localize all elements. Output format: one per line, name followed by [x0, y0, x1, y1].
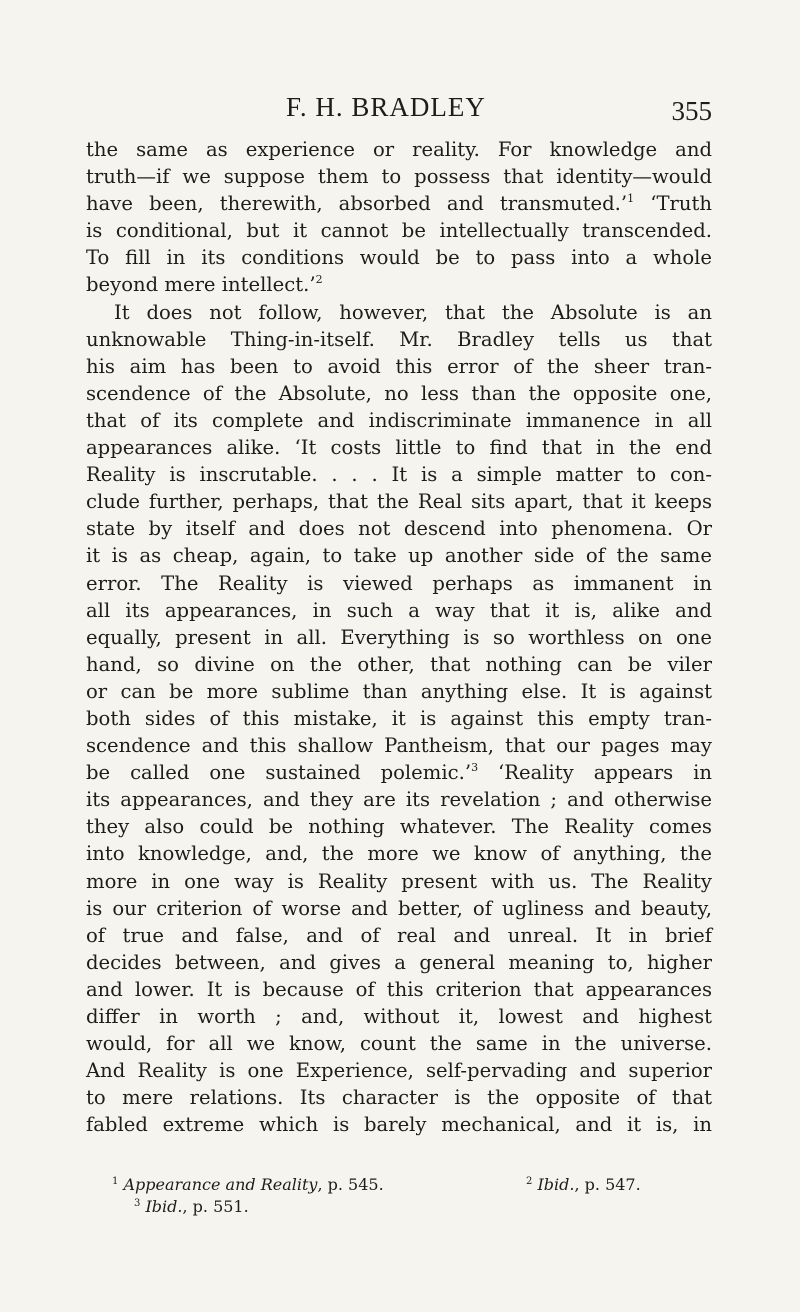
- text-line: they also could be nothing whatever. The Reality comes: [86, 815, 712, 839]
- text-line: more in one way is Reality present with us. The Reality: [86, 869, 712, 893]
- text-line: into knowledge, and, the more we know of anything, the: [86, 842, 712, 866]
- running-head: F. H. BRADLEY: [286, 92, 486, 122]
- text-line: his aim has been to avoid this error of the sheer tran-: [86, 354, 712, 378]
- text-line: differ in worth ; and, without it, lowest and highest: [86, 1005, 712, 1028]
- text-line: appearances alike. ‘It costs little to find that in the end: [86, 436, 712, 460]
- footnote-ref: 2: [315, 273, 323, 287]
- body-text: [86, 136, 712, 1138]
- footnote-3: $^3$ Ibid., p. 551.: [134, 1197, 249, 1216]
- text-line: unknowable Thing-in-itself. Mr. Bradley tells us that: [86, 327, 712, 351]
- footnote-1: $^1$ Appearance and Reality, p. 545.: [112, 1175, 384, 1194]
- text-line: it is as cheap, again, to take up another side of the same: [86, 544, 712, 568]
- text-line: of true and false, and of real and unreal. It in brief: [86, 923, 712, 947]
- footnote-ref: 1: [627, 192, 635, 206]
- text-line: Reality is inscrutable. . . . It is a simple matter to con-: [86, 463, 712, 487]
- page-number: 355: [671, 96, 712, 126]
- text-line: is our criterion of worse and better, of ugliness and beauty,: [86, 896, 712, 920]
- text-line: clude further, perhaps, that the Real sits apart, that it keeps: [86, 490, 712, 514]
- text-line: or can be more sublime than anything else. It is against: [86, 679, 712, 703]
- text-line: would, for all we know, count the same in the universe.: [86, 1032, 712, 1056]
- text-line: to mere relations. Its character is the opposite of that: [86, 1086, 712, 1110]
- text-line: is conditional, but it cannot be intellectually transcended.: [86, 219, 712, 243]
- footnote-ref: 3: [471, 761, 479, 775]
- text-line: all its appearances, in such a way that it is, alike and: [86, 598, 712, 622]
- footnote-2: $^2$ Ibid., p. 547.: [526, 1175, 641, 1194]
- page-header: [286, 92, 712, 132]
- text-line: hand, so divine on the other, that nothing can be viler: [86, 652, 712, 676]
- text-line: And Reality is one Experience, self-pervading and superior: [86, 1059, 712, 1083]
- text-line: It does not follow, however, that the Absolute is an: [114, 300, 712, 324]
- text-line: be called one sustained polemic.’$^3$ ‘Reality appears in: [86, 761, 712, 785]
- text-line: truth—if we suppose them to possess that identity—would: [86, 165, 712, 189]
- text-line: beyond mere intellect.’$^2$: [86, 273, 323, 297]
- text-line: both sides of this mistake, it is against this empty tran-: [86, 706, 712, 730]
- text-line: state by itself and does not descend into phenomena. Or: [86, 517, 712, 541]
- text-line: error. The Reality is viewed perhaps as immanent in: [86, 571, 712, 595]
- text-line: have been, therewith, absorbed and transmuted.’$^1$ ‘Truth: [86, 192, 712, 216]
- text-line: scendence of the Absolute, no less than the opposite one,: [86, 381, 712, 405]
- text-line: its appearances, and they are its revelation ; and otherwise: [86, 788, 712, 812]
- text-line: and lower. It is because of this criterion that appearances: [86, 977, 712, 1001]
- text-line: equally, present in all. Everything is so worthless on one: [86, 625, 712, 649]
- text-line: fabled extreme which is barely mechanical, and it is, in: [86, 1113, 712, 1137]
- text-line: decides between, and gives a general meaning to, higher: [86, 950, 712, 974]
- text-line: that of its complete and indiscriminate immanence in all: [86, 408, 712, 432]
- text-line: To fill in its conditions would be to pass into a whole: [86, 246, 712, 270]
- footnotes: [112, 1174, 712, 1218]
- text-line: scendence and this shallow Pantheism, that our pages may: [86, 734, 712, 758]
- text-line: the same as experience or reality. For knowledge and: [86, 138, 712, 161]
